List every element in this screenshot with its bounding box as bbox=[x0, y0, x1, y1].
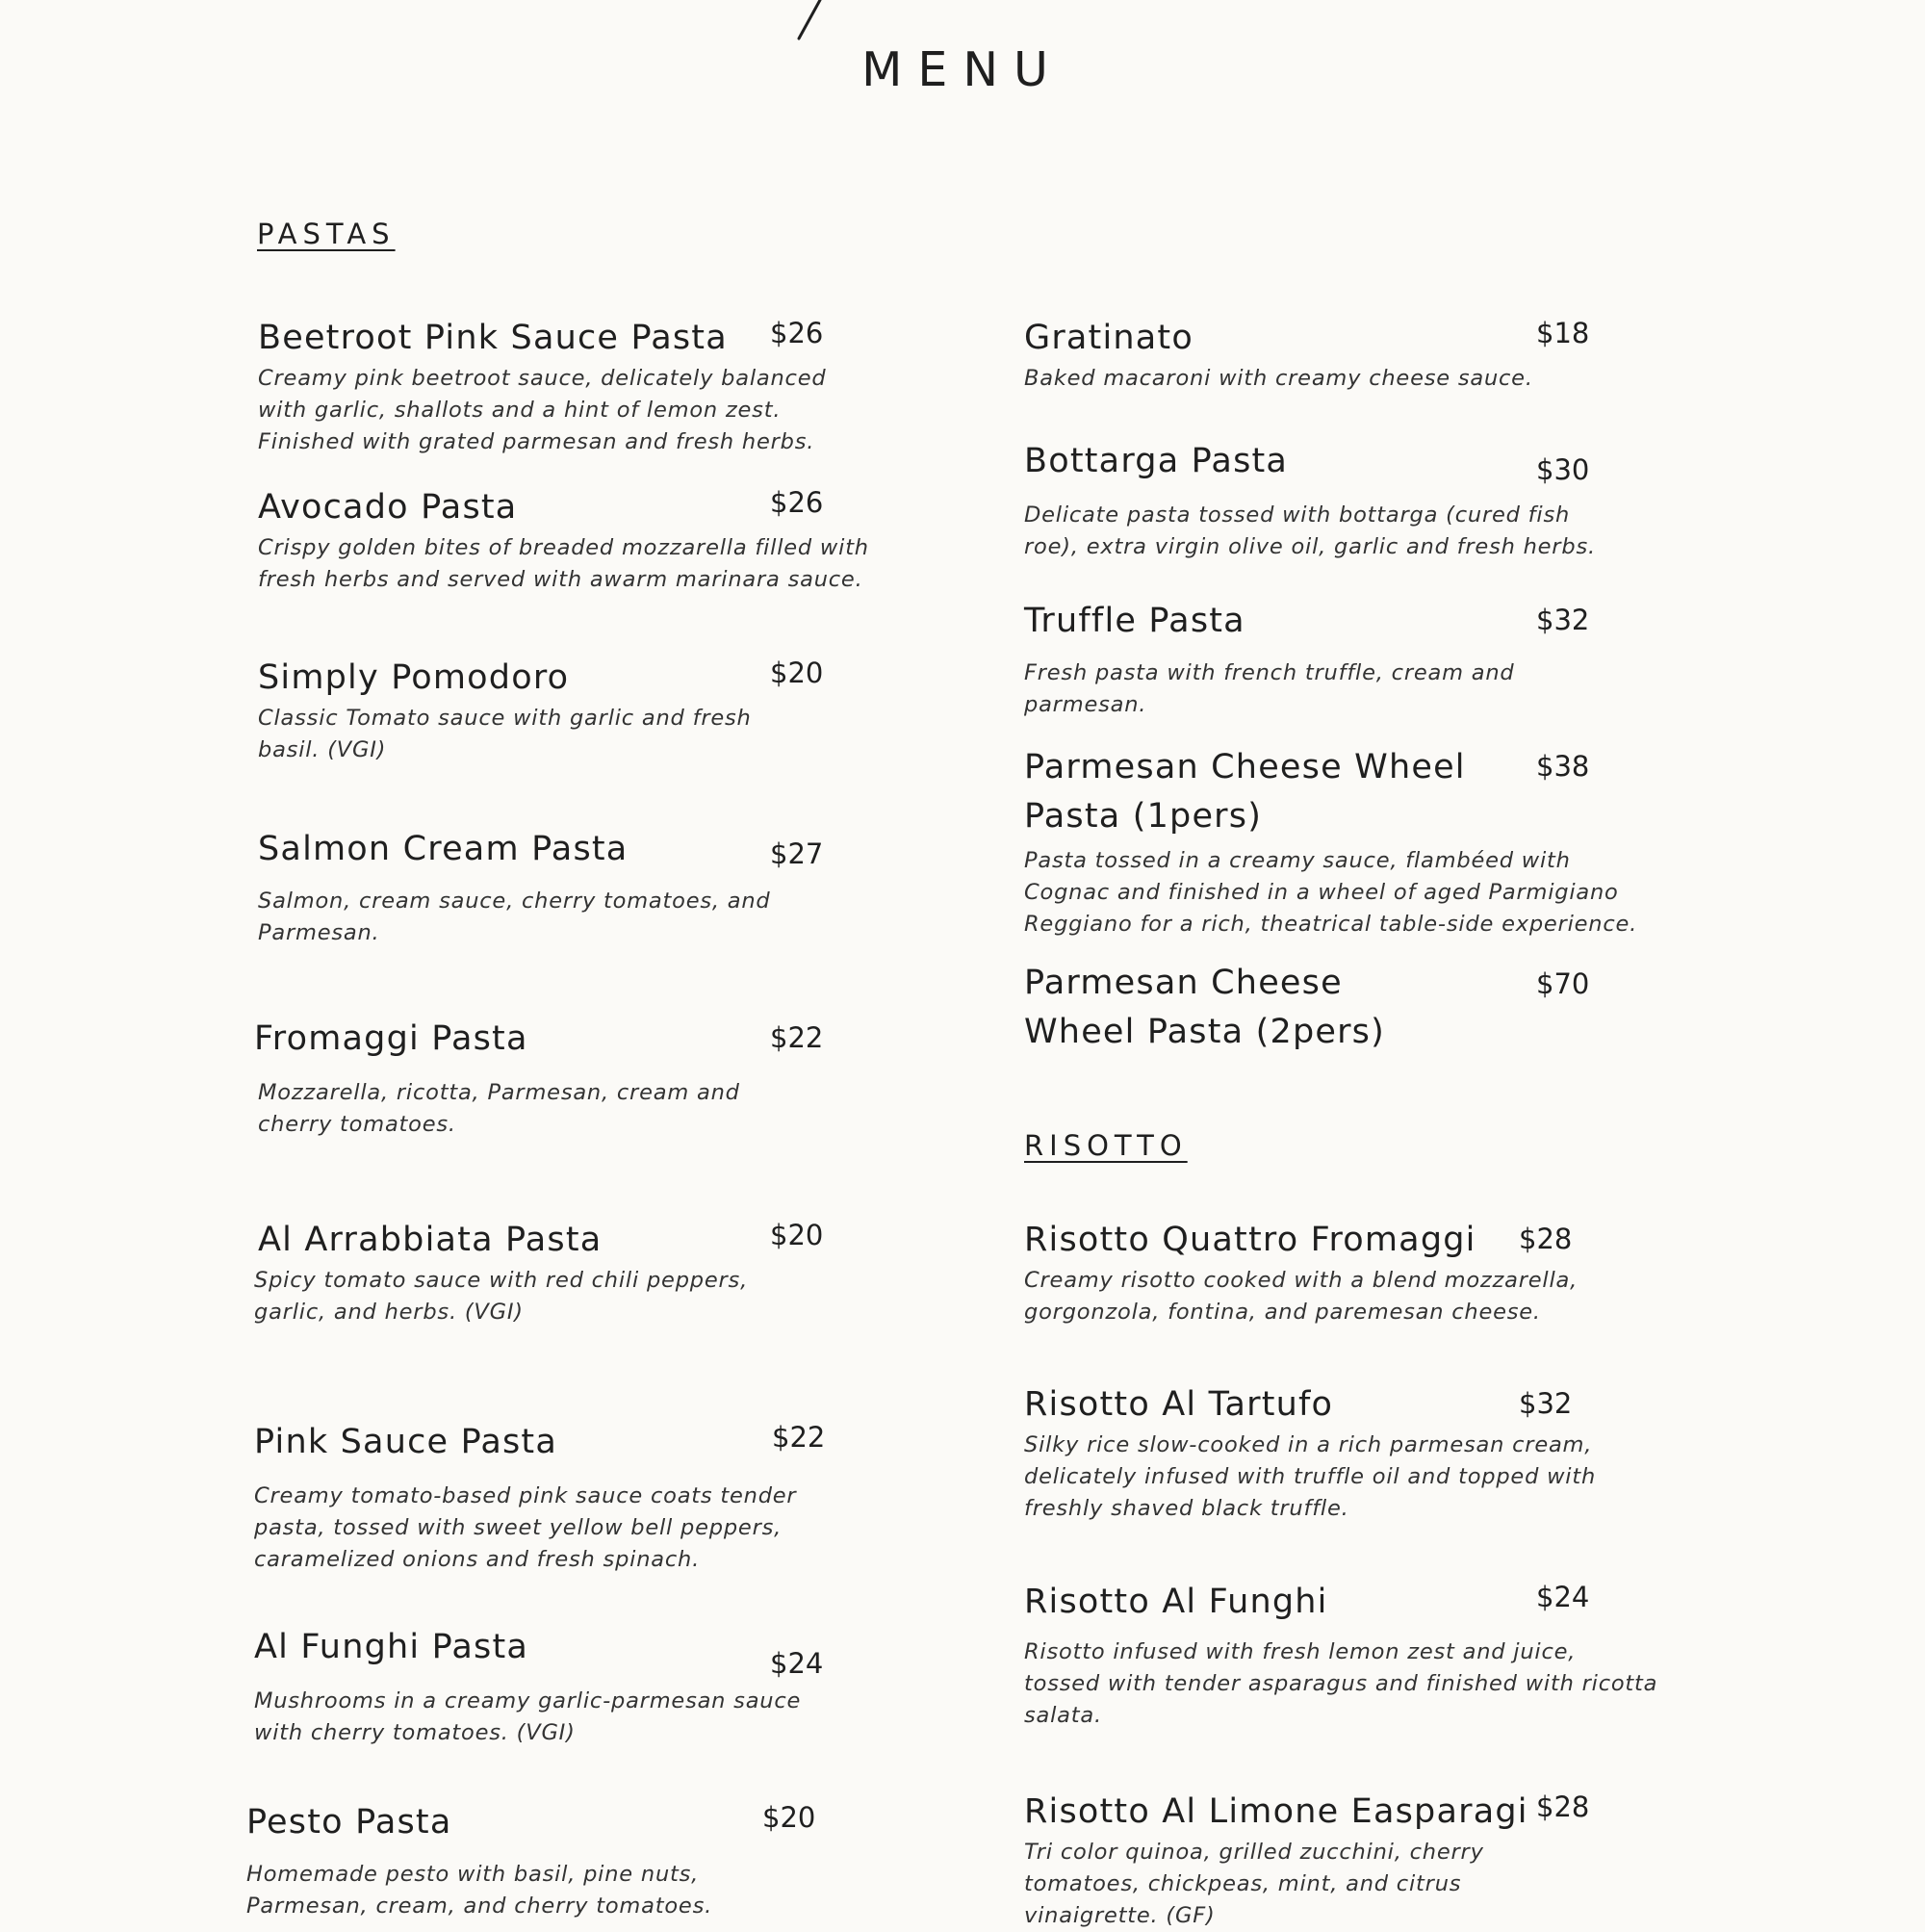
item-name: Risotto Al Funghi bbox=[1024, 1583, 1328, 1621]
item-name: Al Funghi Pasta bbox=[254, 1628, 529, 1666]
item-description: Homemade pesto with basil, pine nuts, Parmesan, cream, and cherry tomatoes. bbox=[246, 1862, 713, 1919]
menu-item bbox=[254, 1216, 874, 1328]
item-name: Risotto Al Limone Easparagi bbox=[1024, 1792, 1528, 1831]
menu-item bbox=[254, 1623, 874, 1749]
item-price: $20 bbox=[770, 657, 824, 689]
item-description: Pasta tossed in a creamy sauce, flambéed with Cognac and finished in a wheel of aged Parmigiano Reggiano for a rich, theatrical table-side experience. bbox=[1024, 848, 1638, 937]
item-price: $18 bbox=[1536, 317, 1590, 349]
item-price: $28 bbox=[1536, 1790, 1590, 1823]
item-description: Delicate pasta tossed with bottarga (cured fish roe), extra virgin olive oil, garlic and fresh herbs. bbox=[1024, 502, 1596, 559]
item-name: Parmesan Cheese Wheel Pasta (1pers) bbox=[1024, 748, 1466, 836]
item-name: Simply Pomodoro bbox=[258, 658, 570, 697]
item-price: $26 bbox=[770, 486, 824, 519]
item-description: Baked macaroni with creamy cheese sauce. bbox=[1024, 366, 1533, 391]
item-price: $30 bbox=[1536, 453, 1590, 486]
menu-item bbox=[254, 1418, 874, 1576]
decorative-stroke bbox=[795, 0, 824, 40]
menu-item bbox=[1024, 743, 1659, 940]
item-price: $32 bbox=[1519, 1387, 1573, 1420]
item-price: $26 bbox=[770, 317, 824, 349]
menu-item bbox=[258, 654, 874, 766]
menu-item bbox=[258, 825, 874, 949]
item-description: Creamy tomato-based pink sauce coats tender pasta, tossed with sweet yellow bell peppers, caramelized onions and fresh spinach. bbox=[254, 1483, 797, 1572]
section-heading-pastas: PASTAS bbox=[257, 218, 396, 250]
menu-item bbox=[1024, 1380, 1659, 1525]
item-price: $28 bbox=[1519, 1223, 1573, 1255]
item-name: Truffle Pasta bbox=[1024, 602, 1245, 640]
section-heading-risotto: RISOTTO bbox=[1024, 1129, 1188, 1162]
menu-item bbox=[1024, 597, 1659, 721]
item-name: Beetroot Pink Sauce Pasta bbox=[258, 319, 728, 357]
item-price: $24 bbox=[1536, 1581, 1590, 1613]
item-name: Pink Sauce Pasta bbox=[254, 1423, 557, 1461]
menu-item bbox=[258, 314, 874, 458]
menu-item bbox=[1024, 1216, 1659, 1328]
item-name: Al Arrabbiata Pasta bbox=[258, 1221, 603, 1259]
item-name: Risotto Al Tartufo bbox=[1024, 1385, 1334, 1424]
item-price: $22 bbox=[772, 1421, 826, 1454]
item-name: Parmesan Cheese Wheel Pasta (2pers) bbox=[1024, 964, 1385, 1051]
item-price: $32 bbox=[1536, 604, 1590, 636]
item-description: Spicy tomato sauce with red chili peppers, garlic, and herbs. (VGI) bbox=[254, 1268, 749, 1325]
item-description: Risotto infused with fresh lemon zest and juice, tossed with tender asparagus and finished with ricotta salata. bbox=[1024, 1639, 1658, 1728]
menu-item bbox=[1024, 314, 1659, 395]
item-price: $27 bbox=[770, 837, 824, 870]
item-price: $70 bbox=[1536, 967, 1590, 1000]
menu-item bbox=[254, 1015, 874, 1141]
item-description: Tri color quinoa, grilled zucchini, cherry tomatoes, chickpeas, mint, and citrus vinaigrette. (GF) bbox=[1024, 1840, 1484, 1928]
menu-item bbox=[1024, 1788, 1659, 1932]
item-price: $38 bbox=[1536, 750, 1590, 783]
item-price: $20 bbox=[770, 1219, 824, 1251]
item-description: Fresh pasta with french truffle, cream and parmesan. bbox=[1024, 660, 1515, 717]
item-name: Bottarga Pasta bbox=[1024, 442, 1289, 480]
menu-item bbox=[258, 483, 874, 596]
item-description: Creamy risotto cooked with a blend mozzarella, gorgonzola, fontina, and paremesan cheese. bbox=[1024, 1268, 1578, 1325]
item-description: Mushrooms in a creamy garlic-parmesan sauce with cherry tomatoes. (VGI) bbox=[254, 1688, 802, 1745]
item-name: Salmon Cream Pasta bbox=[258, 830, 629, 868]
item-price: $22 bbox=[770, 1021, 824, 1054]
item-name: Avocado Pasta bbox=[258, 488, 518, 527]
item-price: $24 bbox=[770, 1647, 824, 1680]
item-description: Silky rice slow-cooked in a rich parmesan cream, delicately infused with truffle oil and topped with freshly shaved black truffle. bbox=[1024, 1432, 1597, 1521]
item-price: $20 bbox=[762, 1801, 816, 1834]
menu-item bbox=[1024, 1578, 1659, 1732]
item-name: Fromaggi Pasta bbox=[254, 1019, 528, 1058]
menu-item bbox=[1024, 959, 1659, 1057]
item-name: Gratinato bbox=[1024, 319, 1194, 357]
menu-item bbox=[246, 1798, 874, 1922]
item-name: Risotto Quattro Fromaggi bbox=[1024, 1221, 1476, 1259]
item-description: Classic Tomato sauce with garlic and fresh basil. (VGI) bbox=[258, 706, 752, 762]
item-name: Pesto Pasta bbox=[246, 1803, 452, 1842]
item-description: Salmon, cream sauce, cherry tomatoes, and Parmesan. bbox=[258, 889, 771, 945]
page-title: MENU bbox=[861, 42, 1064, 97]
menu-item bbox=[1024, 437, 1659, 563]
item-description: Creamy pink beetroot sauce, delicately balanced with garlic, shallots and a hint of lemon zest. Finished with grated parmesan and fresh herbs. bbox=[258, 366, 827, 454]
item-description: Mozzarella, ricotta, Parmesan, cream and cherry tomatoes. bbox=[258, 1080, 740, 1137]
item-description: Crispy golden bites of breaded mozzarella filled with fresh herbs and served with awarm marinara sauce. bbox=[258, 535, 869, 592]
